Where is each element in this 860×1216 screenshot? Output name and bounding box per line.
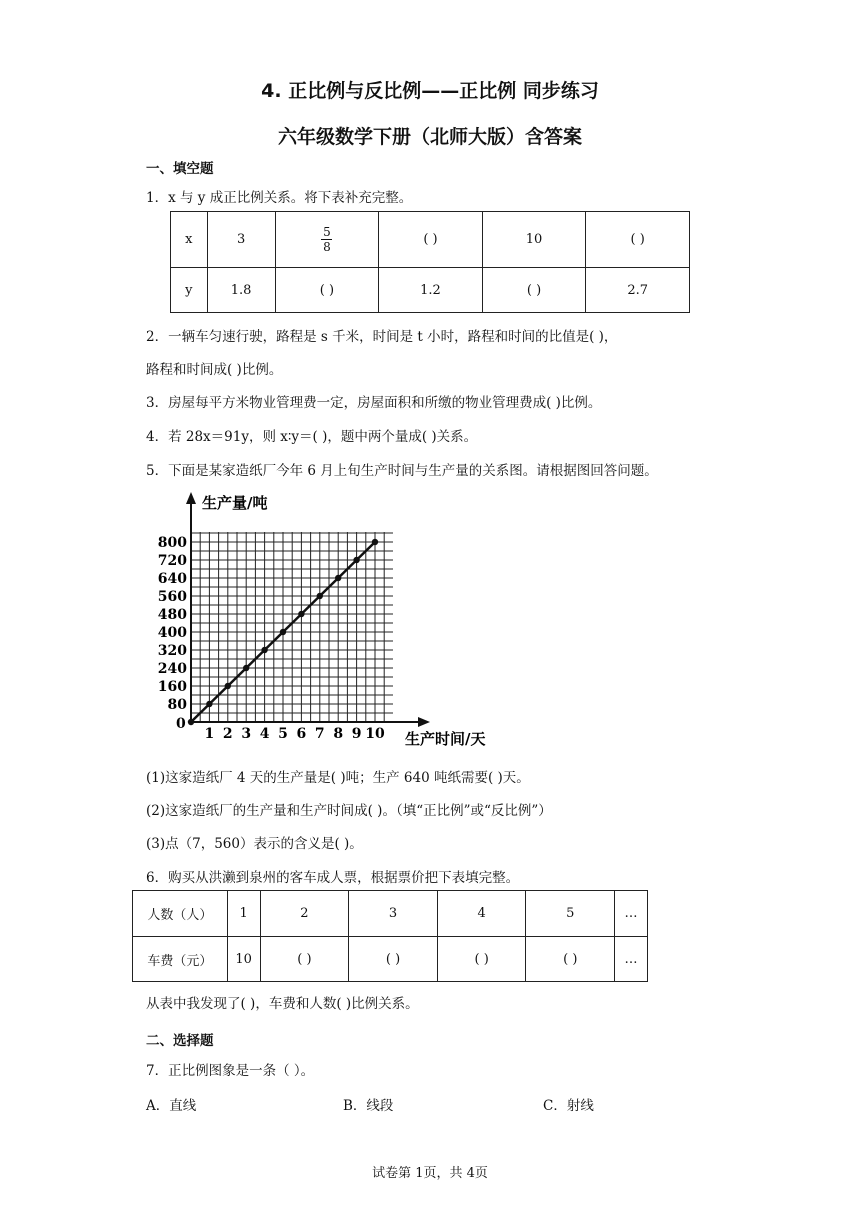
data-point [206,701,212,707]
y-axis-label: 生产量/吨 [202,494,268,512]
question-5: 5．下面是某家造纸厂今年 6 月上旬生产时间与生产量的关系图。请根据图回答问题。 [146,463,658,479]
x-axis-arrow [418,717,430,727]
table-cell: 4 [437,891,526,937]
table-cell: y [171,268,208,313]
table-cell-blank[interactable]: ( ) [260,937,349,982]
table-cell: … [615,937,648,982]
table-row-fare [133,937,648,982]
data-point [280,629,286,635]
table-cell-blank[interactable]: ( ) [526,937,615,982]
x-tick-label: 9 [351,726,362,742]
fraction-denominator: 8 [323,240,331,254]
table-cell: 1.8 [207,268,275,313]
production-chart [150,486,520,756]
origin-label: 0 [176,716,186,732]
table-row-x [171,212,690,268]
x-tick-label: 7 [314,726,325,742]
data-point [188,719,194,725]
x-tick-label: 6 [296,726,307,742]
table-cell: 车费（元） [133,937,228,982]
table-fare [132,890,648,982]
question-5-part-2: (2)这家造纸厂的生产量和生产时间成( )。（填“正比例”或“反比例”） [146,803,552,819]
data-point [353,557,359,563]
data-point [317,593,323,599]
question-6: 6．购买从洪濑到泉州的客车成人票，根据票价把下表填完整。 [146,870,520,886]
y-tick-label: 400 [157,625,187,641]
x-tick-label: 2 [222,726,233,742]
table-cell-blank[interactable]: ( ) [275,268,378,313]
y-tick-label: 480 [157,607,187,623]
fraction [321,225,332,254]
y-tick-label: 320 [157,643,187,659]
y-tick-label: 160 [157,679,187,695]
table-cell: 2.7 [586,268,690,313]
question-7: 7．正比例图象是一条（ ）。 [146,1063,315,1079]
x-tick-label: 4 [259,726,270,742]
y-axis-arrow [186,492,196,504]
fraction-numerator: 5 [323,225,331,239]
question-5-part-3: (3)点（7，560）表示的含义是( )。 [146,836,363,852]
x-tick-label: 5 [278,726,288,742]
table-cell-blank[interactable]: ( ) [437,937,526,982]
y-tick-label: 560 [157,589,187,605]
table-cell-blank[interactable]: ( ) [482,268,586,313]
page-footer: 试卷第 1页，共 4页 [372,1166,488,1181]
question-1: 1．x 与 y 成正比例关系。将下表补充完整。 [146,190,413,206]
data-point [335,575,341,581]
question-6-conclusion: 从表中我发现了( )，车费和人数( )比例关系。 [146,996,419,1012]
question-4: 4．若 28x＝91y，则 x∶y＝( )，题中两个量成( )关系。 [146,429,478,445]
table-cell-fraction [275,212,378,268]
title-line-1: 4. 正比例与反比例——正比例 同步练习 [261,80,599,102]
table-cell: 5 [526,891,615,937]
table-row-people [133,891,648,937]
option-a[interactable]: A．直线 [146,1098,197,1114]
table-xy [170,211,690,313]
table-cell: 3 [207,212,275,268]
data-point [298,611,304,617]
table-row-y [171,268,690,313]
x-tick-label: 10 [365,726,385,742]
table-cell: 10 [227,937,260,982]
table-cell: 人数（人） [133,891,228,937]
section-heading-fill: 一、填空题 [146,161,214,177]
data-point [225,683,231,689]
table-cell: 1.2 [379,268,483,313]
y-tick-label: 240 [157,661,187,677]
option-b[interactable]: B．线段 [343,1098,394,1114]
x-axis-label: 生产时间/天 [405,730,486,748]
question-2-line-2: 路程和时间成( )比例。 [146,362,283,378]
y-tick-label: 80 [167,697,187,713]
section-heading-choice: 二、选择题 [146,1033,214,1049]
x-tick-label: 8 [333,726,344,742]
y-tick-label: 720 [157,553,187,569]
data-point [243,665,249,671]
y-tick-label: 800 [157,535,187,551]
table-cell: x [171,212,208,268]
title-line-2: 六年级数学下册（北师大版）含答案 [277,126,582,148]
table-cell: … [615,891,648,937]
table-cell: 1 [227,891,260,937]
question-5-part-1: (1)这家造纸厂 4 天的生产量是( )吨；生产 640 吨纸需要( )天。 [146,770,530,786]
table-cell: 3 [349,891,438,937]
table-cell: 10 [482,212,586,268]
data-point [372,539,378,545]
y-tick-label: 640 [157,571,187,587]
table-cell: 2 [260,891,349,937]
question-3: 3．房屋每平方米物业管理费一定，房屋面积和所缴的物业管理费成( )比例。 [146,395,602,411]
x-tick-label: 3 [241,726,252,742]
table-cell-blank[interactable]: ( ) [586,212,690,268]
table-cell-blank[interactable]: ( ) [379,212,483,268]
x-tick-label: 1 [204,726,215,742]
data-point [261,647,267,653]
option-c[interactable]: C．射线 [543,1098,594,1114]
question-2-line-1: 2．一辆车匀速行驶，路程是 s 千米，时间是 t 小时，路程和时间的比值是( )， [146,329,618,345]
table-cell-blank[interactable]: ( ) [349,937,438,982]
